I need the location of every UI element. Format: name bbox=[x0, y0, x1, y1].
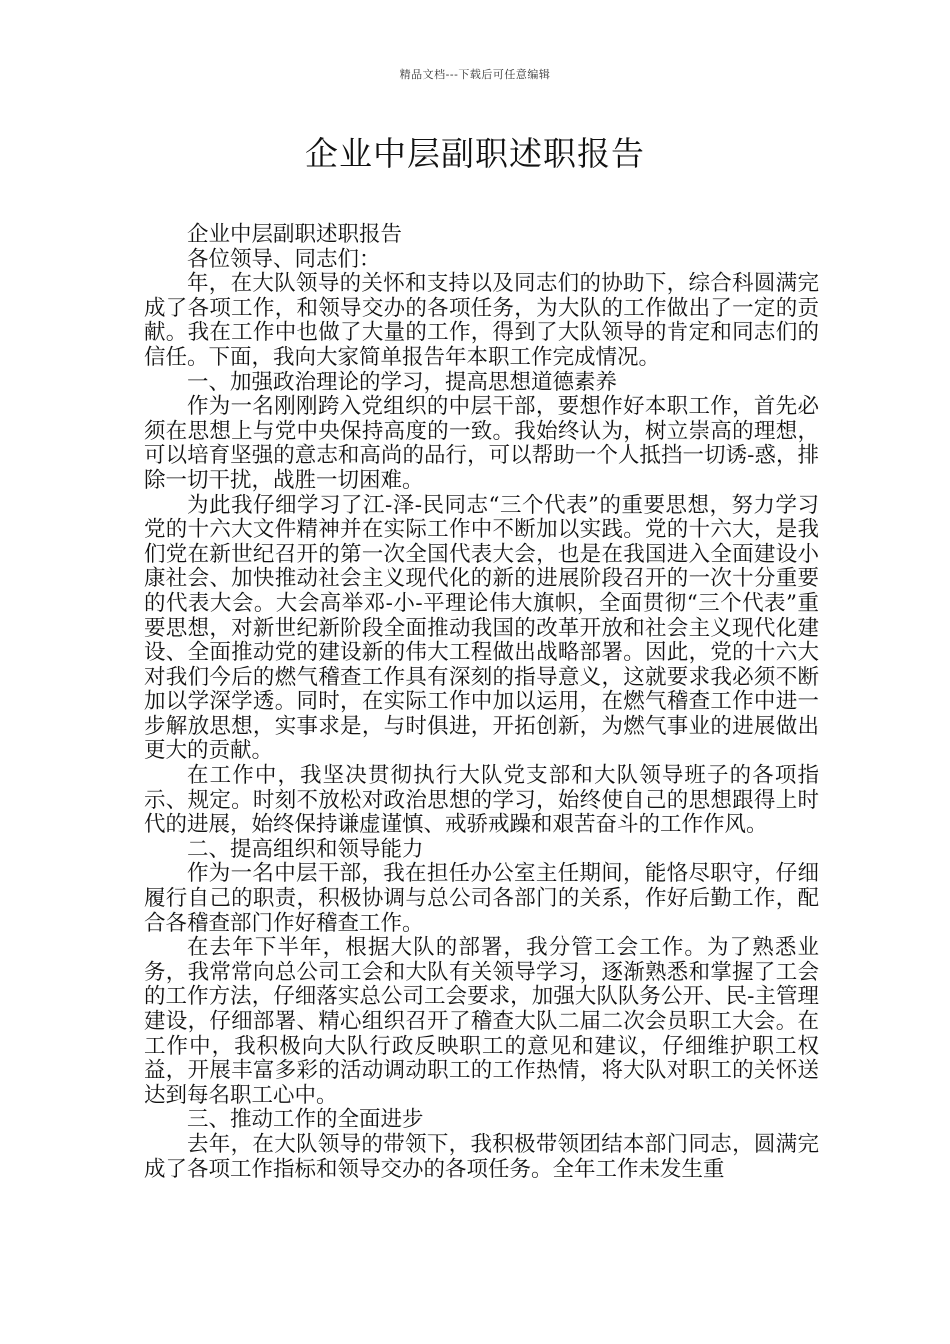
header-note: 精品文档---下载后可任意编辑 bbox=[399, 68, 551, 81]
body-paragraph: 在工作中，我坚决贯彻执行大队党支部和大队领导班子的各项指示、规定。时刻不放松对政治思想的学习，始终使自己的思想跟得上时代的进展，始终保持谦虚谨慎、戒骄戒躁和艰苦奋斗的工作作风。 bbox=[144, 763, 819, 838]
body-paragraph: 为此我仔细学习了江-泽-民同志“三个代表”的重要思想，努力学习党的十六大文件精神并在实际工作中不断加以实践。党的十六大，是我们党在新世纪召开的第一次全国代表大会，也是在我国进入全面建设小康社会、加快推动社会主义现代化的新的进展阶段召开的一次十分重要的代表大会。大会高举邓-小-平理论伟大旗帜，全面贯彻“三个代表”重要思想，对新世纪新阶段全面推动我国的改革开放和社会主义现代化建设、全面推动党的建设新的伟大工程做出战略部署。因此，党的十六大对我们今后的燃气稽查工作具有深刻的指导意义，这就要求我必须不断加以学深学透。同时，在实际工作中加以运用，在燃气稽查工作中进一步解放思想，实事求是，与时俱进，开拓创新，为燃气事业的进展做出更大的贡献。 bbox=[144, 492, 819, 764]
body-paragraph: 作为一名刚刚跨入党组织的中层干部，要想作好本职工作，首先必须在思想上与党中央保持高度的一致。我始终认为，树立崇高的理想，可以培育坚强的意志和高尚的品行，可以帮助一个人抵挡一切诱-惑，排除一切干扰，战胜一切困难。 bbox=[144, 394, 819, 493]
body-paragraph: 在去年下半年，根据大队的部署，我分管工会工作。为了熟悉业务，我常常向总公司工会和大队有关领导学习，逐渐熟悉和掌握了工会的工作方法，仔细落实总公司工会要求，加强大队队务公开、民-主管理建设，仔细部署、精心组织召开了稽查大队二届二次会员职工大会。在工作中，我积极向大队行政反映职工的意见和建议，仔细维护职工权益，开展丰富多彩的活动调动职工的工作热情，将大队对职工的关怀送达到每名职工心中。 bbox=[144, 935, 819, 1108]
document-title: 企业中层副职述职报告 bbox=[305, 134, 645, 173]
section-heading: 二、提高组织和领导能力 bbox=[187, 836, 424, 862]
body-paragraph: 年，在大队领导的关怀和支持以及同志们的协助下，综合科圆满完成了各项工作，和领导交办的各项任务，为大队的工作做出了一定的贡献。我在工作中也做了大量的工作，得到了大队领导的肯定和同志们的信任。下面，我向大家简单报告年本职工作完成情况。 bbox=[144, 271, 819, 370]
body-paragraph: 去年，在大队领导的带领下，我积极带领团结本部门同志，圆满完成了各项工作指标和领导交办的各项任务。全年工作未发生重 bbox=[144, 1131, 819, 1182]
section-heading: 一、加强政治理论的学习，提高思想道德素养 bbox=[187, 369, 618, 395]
salutation-paragraph: 各位领导、同志们： bbox=[187, 246, 381, 272]
subtitle-paragraph: 企业中层副职述职报告 bbox=[187, 222, 403, 247]
section-heading: 三、推动工作的全面进步 bbox=[187, 1107, 424, 1133]
document-body bbox=[144, 223, 819, 1182]
body-paragraph: 作为一名中层干部，我在担任办公室主任期间，能恪尽职守，仔细履行自己的职责，积极协调与总公司各部门的关系，作好后勤工作，配合各稽查部门作好稽查工作。 bbox=[144, 861, 819, 936]
